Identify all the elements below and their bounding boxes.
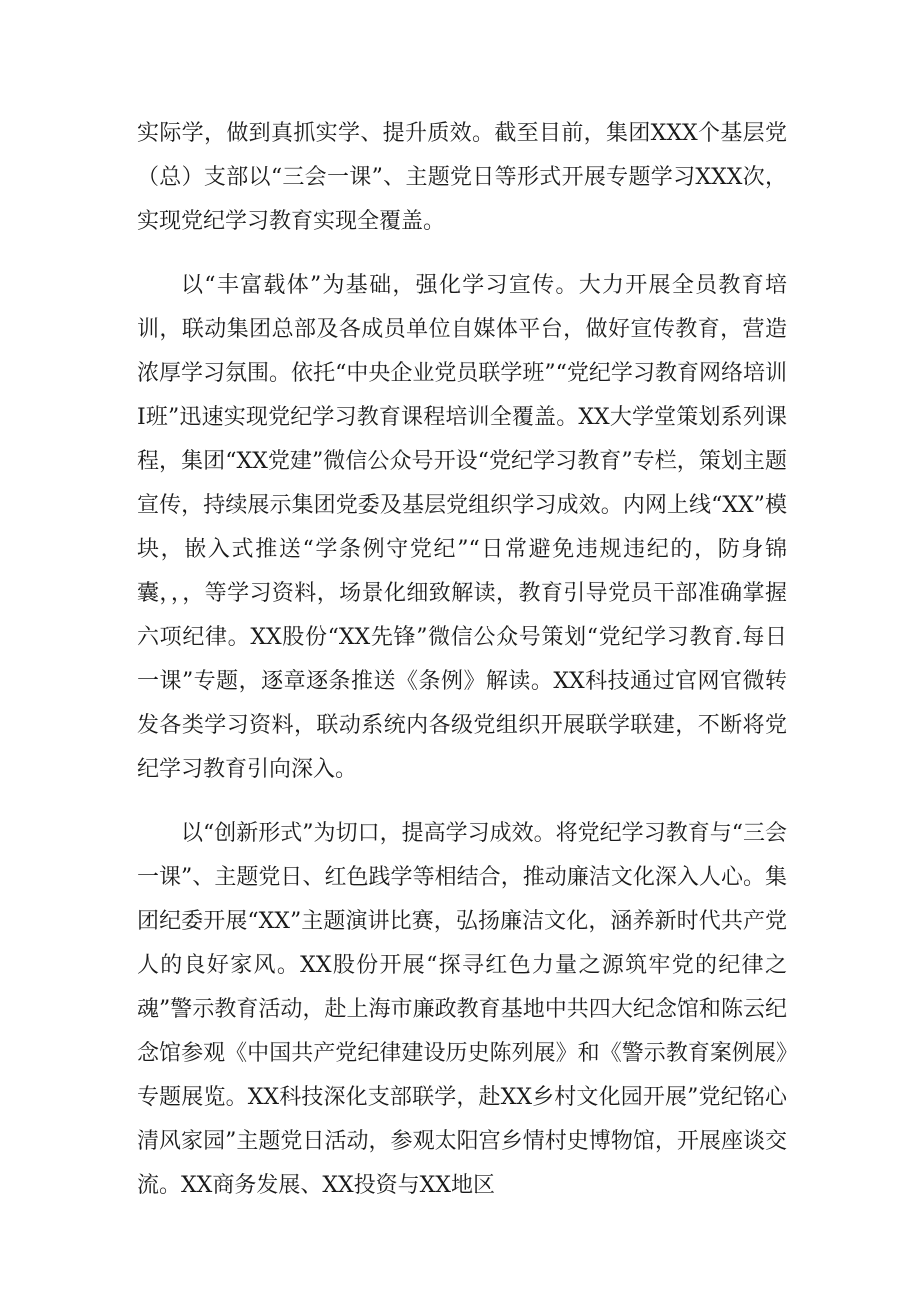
paragraph-innovative-forms: 以“创新形式”为切口，提高学习成效。将党纪学习教育与“三会一课”、主题党日、红色践学等相结合，推动廉洁文化深入人心。集团纪委开展“XX”主题演讲比赛，弘扬廉洁文化，涵养新时代共产党人的良好家风。XX股份开展“探寻红色力量之源筑牢党的纪律之魂”警示教育活动，赴上海市廉政教育基地中共四大纪念馆和陈云纪念馆参观《中国共产党纪律建设历史陈列展》和《警示教育案例展》专题展览。XX科技深化支部联学，赴XX乡村文化园开展”党纪铭心清风家园”主题党日活动，参观太阳宫乡情村史博物馆，开展座谈交流。XX商务发展、XX投资与XX地区: [137, 821, 787, 1198]
document-body: [137, 112, 787, 1208]
paragraph-continuation: 实际学，做到真抓实学、提升质效。截至目前，集团XXX个基层党（总）支部以“三会一课”、主题党日等形式开展专题学习XXX次，实现党纪学习教育实现全覆盖。: [137, 121, 787, 234]
paragraph-rich-carriers: 以“丰富载体”为基础，强化学习宣传。大力开展全员教育培训，联动集团总部及各成员单位自媒体平台，做好宣传教育，营造浓厚学习氛围。依托“中央企业党员联学班”“党纪学习教育网络培训I班”迅速实现党纪学习教育课程培训全覆盖。XX大学堂策划系列课程，集团“XX党建”微信公众号开设“党纪学习教育”专栏，策划主题宣传，持续展示集团党委及基层党组织学习成效。内网上线“XX”模块，嵌入式推送“学条例守党纪”“日常避免违规违纪的，防身锦囊，，，等学习资料，场景化细致解读，教育引导党员干部准确掌握六项纪律。XX股份“XX先锋”微信公众号策划“党纪学习教育.每日一课”专题，逐章逐条推送《条例》解读。XX科技通过官网官微转发各类学习资料，联动系统内各级党组织开展联学联建，不断将党纪学习教育引向深入。: [137, 273, 787, 782]
